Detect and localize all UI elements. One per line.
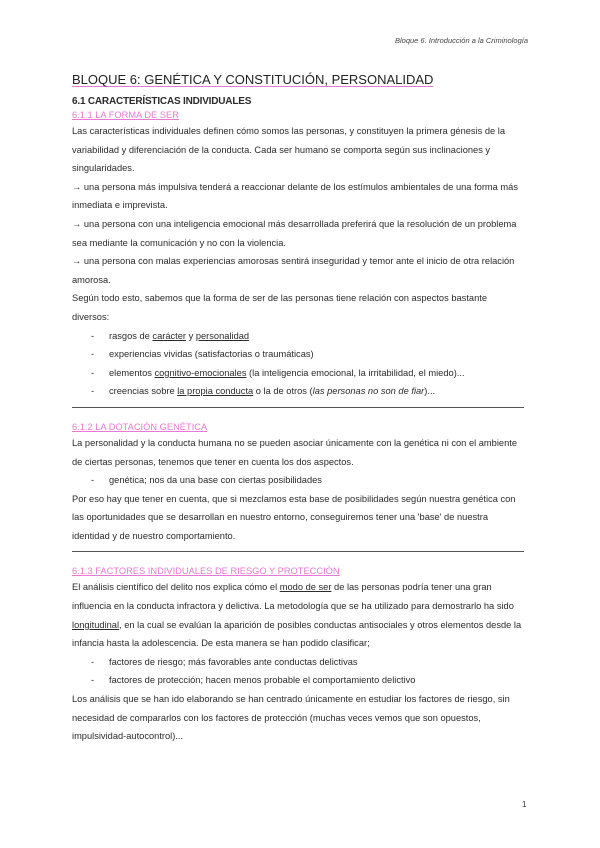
underlined-term: cognitivo-emocionales (154, 367, 247, 378)
paragraph-summary: Según todo esto, sabemos que la forma de ser de las personas tiene relación con aspectos bastante diversos: (72, 293, 488, 322)
section-divider (72, 407, 524, 408)
page-content (72, 72, 524, 746)
paragraph-example-3: → una persona con malas experiencias amorosas sentirá inseguridad y temor ante el inicio de otra relación amorosa. (72, 256, 515, 285)
text-fragment: rasgos de (109, 330, 153, 341)
text-fragment: (la inteligencia emocional, la irritabilidad, el miedo)... (246, 367, 465, 378)
paragraph-example-1: → una persona más impulsiva tenderá a reaccionar delante de los estímulos ambientales de una forma más inmediata e imprevista. (72, 181, 518, 211)
list-item (72, 382, 524, 401)
text-fragment: elementos (109, 367, 155, 378)
text-fragment: , en la cual se evalúan la aparición de posibles conductas antisociales y otros elementos desde la infancia hasta la adolescencia. De esta manera se han podido clasificar; (72, 619, 522, 649)
list-item: - experiencias vividas (satisfactorias o traumáticas) (72, 345, 524, 364)
text-fragment: )... (424, 386, 436, 397)
list-item (72, 327, 524, 346)
underlined-term: personalidad (195, 330, 250, 341)
running-header: Bloque 6. Introducción a la Criminología (395, 36, 528, 45)
page-number: 1 (522, 800, 527, 809)
underlined-term: longitudinal (72, 619, 120, 630)
underlined-term: modo de ser (279, 582, 332, 593)
list-item (72, 364, 524, 383)
italic-term: las personas no son de fiar (312, 386, 425, 397)
underlined-term: la propia conducta (177, 386, 254, 397)
paragraph-factores-2: Los análisis que se han ido elaborando se han centrado únicamente en estudiar los factores de riesgo, sin necesidad de compararlos con los factores de protección (muchas veces vemos que son opuestos, impulsividad-autocontrol)... (72, 694, 510, 742)
list-factores (72, 653, 524, 690)
list-genetica (72, 471, 524, 490)
heading-factores: 6.1.3 FACTORES INDIVIDUALES DE RIESGO Y PROTECCIÓN (72, 566, 340, 577)
section-divider (72, 551, 524, 552)
list-item: - genética; nos da una base con ciertas posibilidades (72, 471, 524, 490)
text-fragment: y (186, 330, 196, 341)
page-title: BLOQUE 6: GENÉTICA Y CONSTITUCIÓN, PERSONALIDAD (72, 72, 434, 87)
paragraph-intro: Las características individuales definen cómo somos las personas, y constituyen la primera génesis de la variabilidad y diferenciación de la conducta. Cada ser humano se comporta según sus inclinaciones y singularidades. (72, 126, 506, 174)
list-item: - factores de protección; hacen menos probable el comportamiento delictivo (72, 671, 524, 690)
text-fragment: creencias sobre (109, 386, 178, 397)
text-fragment: de las personas podría tener una gran influencia en la conducta infractora y delictiva. La metodología que se ha utilizado para demostrarlo ha sido (72, 582, 514, 612)
list-item: - factores de riesgo; más favorables ante conductas delictivas (72, 653, 524, 672)
heading-dotacion-genetica: 6.1.2 LA DOTACIÓN GENÉTICA (72, 421, 208, 432)
text-fragment: El análisis científico del delito nos explica cómo el (72, 582, 280, 593)
paragraph-genetica-1: La personalidad y la conducta humana no se pueden asociar únicamente con la genética ni con el ambiente de ciertas personas, tenemos que tener en cuenta los dos aspectos. (72, 437, 518, 467)
heading-forma-de-ser: 6.1.1 LA FORMA DE SER (72, 110, 179, 120)
paragraph-factores-1 (72, 578, 524, 652)
paragraph-example-2: → una persona con una inteligencia emocional más desarrollada preferirá que la resolución de un problema sea mediante la comunicación y no con la violencia. (72, 218, 517, 248)
list-aspects (72, 327, 524, 401)
paragraph-genetica-2: Por eso hay que tener en cuenta, que si mezclamos esta base de posibilidades según nuestra genética con las oportunidades que se desarrollan en nuestro entorno, conseguiremos tener una 'base' de nuestra identidad y de nuestro comportamiento. (72, 493, 516, 541)
section-subtitle: 6.1 CARACTERÍSTICAS INDIVIDUALES (72, 96, 252, 107)
text-fragment: o la de otros ( (253, 386, 313, 397)
underlined-term: carácter (152, 330, 187, 341)
